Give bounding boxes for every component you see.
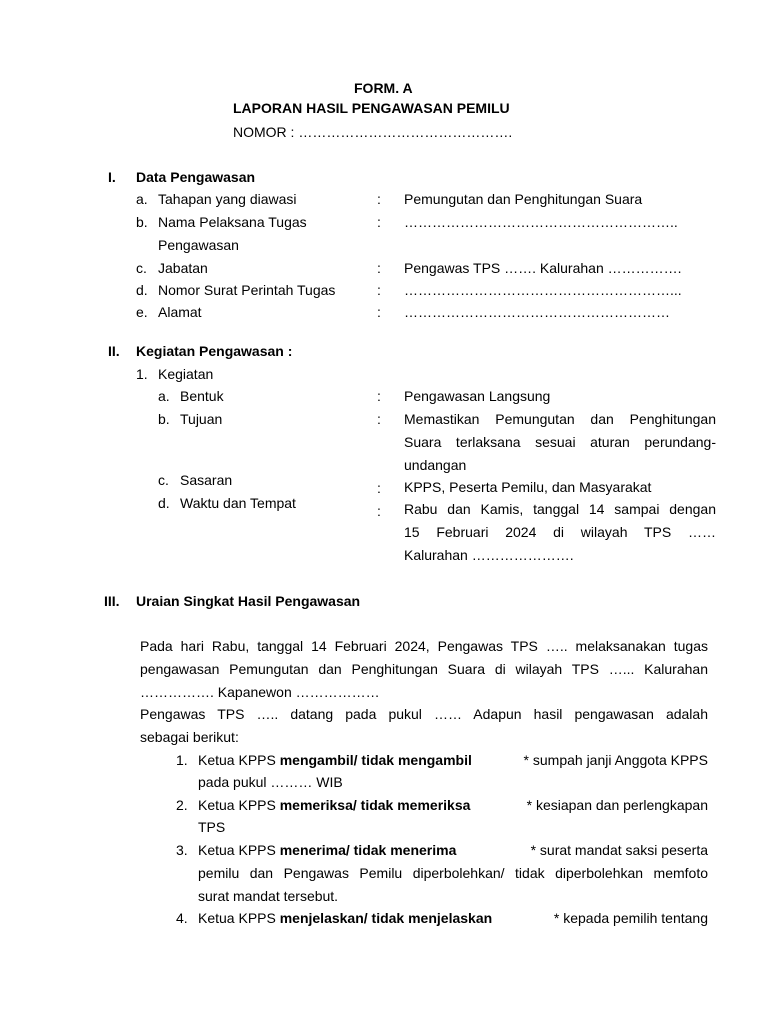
- row-label: Sasaran: [180, 472, 233, 488]
- item-label: Kegiatan: [158, 366, 214, 382]
- list-item-text: * surat mandat saksi peserta: [530, 842, 708, 858]
- list-item-line: pada pukul ……… WIB: [198, 774, 343, 790]
- paragraph-line: pengawasan Pemungutan dan Penghitungan Suara di wilayah TPS …... Kalurahan: [140, 661, 708, 677]
- row-value-line: undangan: [404, 457, 467, 473]
- row-separator: :: [377, 214, 381, 230]
- row-label: Waktu dan Tempat: [180, 495, 296, 511]
- row-value: …………………………………………………: [404, 304, 670, 320]
- row-separator: :: [377, 191, 381, 207]
- row-letter: a.: [136, 191, 148, 207]
- section-3-title: Uraian Singkat Hasil Pengawasan: [136, 593, 361, 609]
- row-value: …………………………………………………...: [404, 282, 682, 298]
- row-separator: :: [377, 388, 381, 404]
- row-letter: d.: [136, 282, 148, 298]
- row-value-line: Memastikan Pemungutan dan Penghitungan: [404, 411, 716, 427]
- row-separator: :: [377, 411, 381, 427]
- row-letter: d.: [158, 495, 170, 511]
- paragraph-line: ……………. Kapanewon ………………: [140, 684, 380, 700]
- list-item-number: 1.: [176, 752, 188, 768]
- row-value: KPPS, Peserta Pemilu, dan Masyarakat: [404, 479, 652, 495]
- list-item-text: Ketua KPPS menerima/ tidak menerima: [198, 842, 457, 858]
- emphasis: menerima/ tidak menerima: [279, 842, 457, 858]
- list-item-text: * sumpah janji Anggota KPPS: [523, 752, 708, 768]
- row-letter: c.: [158, 472, 169, 488]
- document-number: NOMOR : ……………………………………….: [233, 124, 513, 140]
- row-label: Bentuk: [180, 388, 224, 404]
- row-separator: :: [377, 282, 381, 298]
- emphasis: mengambil/ tidak mengambil: [279, 752, 472, 768]
- paragraph-line: Pada hari Rabu, tanggal 14 Februari 2024, Pengawas TPS ….. melaksanakan tugas: [140, 638, 708, 654]
- row-separator: :: [377, 503, 381, 519]
- row-letter: b.: [136, 214, 148, 230]
- list-item-text: Ketua KPPS menjelaskan/ tidak menjelaskan: [198, 910, 493, 926]
- row-label: Nomor Surat Perintah Tugas: [158, 282, 336, 298]
- section-1-number: I.: [108, 169, 116, 185]
- row-label: Alamat: [158, 304, 202, 320]
- row-value-line: Kalurahan ………………….: [404, 547, 574, 563]
- paragraph-line: sebagai berikut:: [140, 729, 239, 745]
- section-2-number: II.: [108, 343, 120, 359]
- list-item-number: 3.: [176, 842, 188, 858]
- list-item-text: * kesiapan dan perlengkapan: [526, 797, 708, 813]
- list-item: [198, 908, 708, 928]
- list-item: [198, 840, 708, 860]
- row-letter: a.: [158, 388, 170, 404]
- list-item-text: Ketua KPPS memeriksa/ tidak memeriksa: [198, 797, 471, 813]
- item-number: 1.: [136, 366, 148, 382]
- list-item-line: surat mandat tersebut.: [198, 888, 339, 904]
- row-label: Tujuan: [180, 411, 223, 427]
- list-item-text: * kepada pemilih tentang: [553, 910, 708, 926]
- row-letter: e.: [136, 304, 148, 320]
- section-3-number: III.: [104, 593, 120, 609]
- list-item-line: pemilu dan Pengawas Pemilu diperbolehkan/ tidak diperbolehkan memfoto: [198, 865, 708, 881]
- form-code: FORM. A: [354, 80, 413, 96]
- section-2-title: Kegiatan Pengawasan :: [136, 343, 293, 359]
- row-separator: :: [377, 480, 381, 496]
- row-label: Jabatan: [158, 260, 208, 276]
- row-value: …………………………………………………..: [404, 214, 678, 230]
- emphasis: menjelaskan/ tidak menjelaskan: [279, 910, 493, 926]
- section-1-title: Data Pengawasan: [136, 169, 256, 185]
- row-separator: :: [377, 260, 381, 276]
- paragraph-line: Pengawas TPS ….. datang pada pukul …… Adapun hasil pengawasan adalah: [140, 706, 708, 722]
- emphasis: memeriksa/ tidak memeriksa: [279, 797, 471, 813]
- row-letter: b.: [158, 411, 170, 427]
- row-label: Tahapan yang diawasi: [158, 191, 297, 207]
- list-item-number: 2.: [176, 797, 188, 813]
- list-item-line: TPS: [198, 819, 226, 835]
- row-value: Pemungutan dan Penghitungan Suara: [404, 191, 643, 207]
- row-label: Nama Pelaksana Tugas: [158, 214, 307, 230]
- row-value-line: Suara terlaksana sesuai aturan perundang-: [404, 434, 716, 450]
- list-item: [198, 795, 708, 815]
- row-value: Pengawasan Langsung: [404, 388, 551, 404]
- document-title: LAPORAN HASIL PENGAWASAN PEMILU: [233, 100, 510, 116]
- list-item: [198, 750, 708, 770]
- row-value-line: 15 Februari 2024 di wilayah TPS ……: [404, 524, 716, 540]
- list-item-number: 4.: [176, 910, 188, 926]
- row-value: Pengawas TPS ……. Kalurahan …………….: [404, 260, 682, 276]
- row-label-continued: Pengawasan: [158, 237, 239, 253]
- row-value-line: Rabu dan Kamis, tanggal 14 sampai dengan: [404, 501, 716, 517]
- row-letter: c.: [136, 260, 147, 276]
- row-separator: :: [377, 304, 381, 320]
- list-item-text: Ketua KPPS mengambil/ tidak mengambil: [198, 752, 472, 768]
